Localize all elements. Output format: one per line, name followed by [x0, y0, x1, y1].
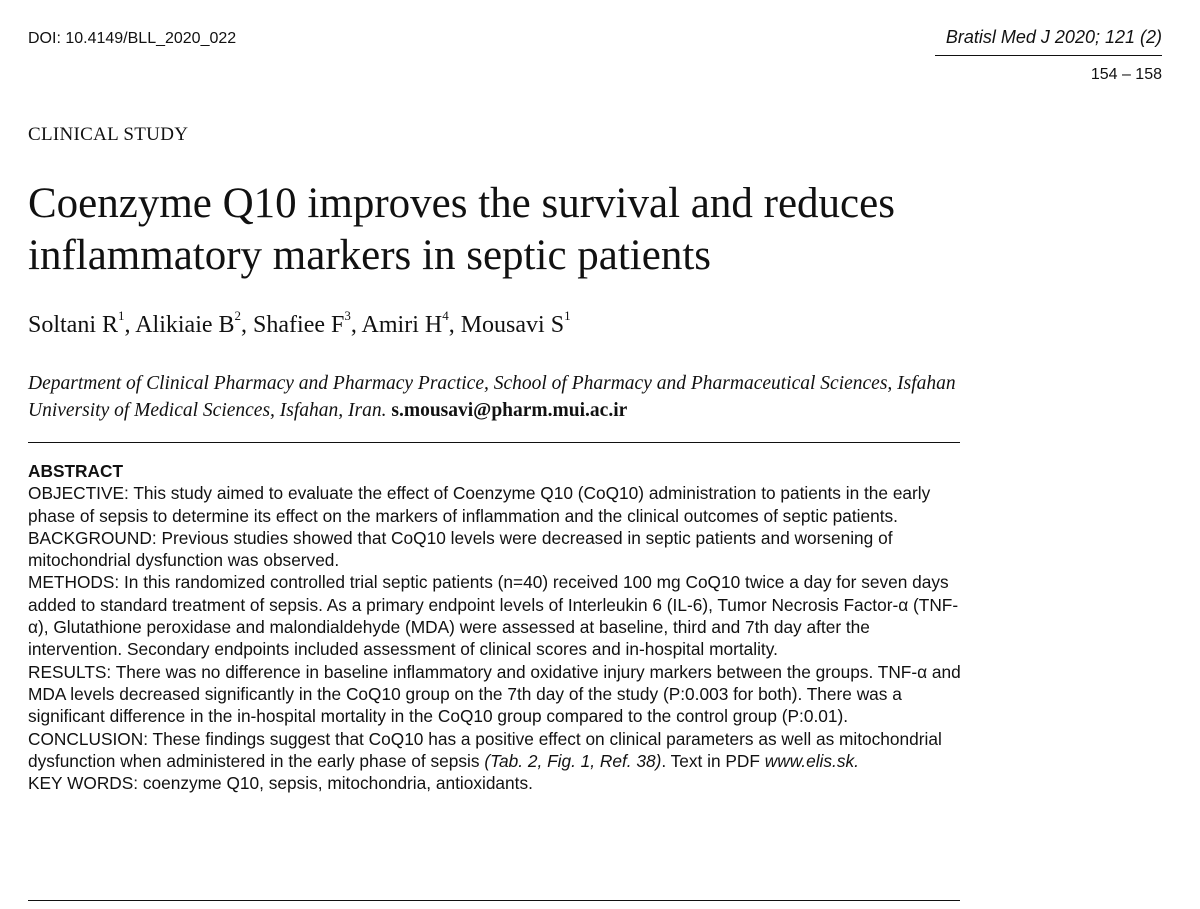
abstract-heading: ABSTRACT: [28, 461, 124, 481]
abstract-conclusion: [28, 728, 968, 773]
article-title: Coenzyme Q10 improves the survival and reduces inflammatory markers in septic patients: [28, 180, 895, 279]
author-affiliation-mark: 1: [118, 308, 125, 323]
author-affiliation-mark: 4: [442, 308, 449, 323]
author-name: Amiri H: [361, 312, 443, 338]
abstract-top-rule: [28, 442, 960, 443]
abstract-methods: METHODS: In this randomized controlled trial septic patients (n=40) received 100 mg CoQ10 twice a day for seven days added to standard treatment of sepsis. As a primary endpoint levels of Interleukin 6 (IL-6), Tumor Necrosis Factor-α (TNF-α), Glutathione peroxidase and malondialdehyde (MDA) were assessed at baseline, third and 7th day after the intervention. Secondary endpoints included assessment of clinical scores and in-hospital mortality.: [28, 572, 959, 660]
journal-citation: Bratisl Med J 2020; 121 (2): [945, 27, 1162, 47]
author-name: Alikiaie B: [135, 312, 235, 338]
affiliation-text: Department of Clinical Pharmacy and Pharmacy Practice, School of Pharmacy and Pharmaceutical Sciences, Isfahan University of Medical Sciences, Isfahan, Iran.: [28, 373, 956, 421]
abstract: [28, 460, 968, 794]
contact-email[interactable]: s.mousavi@pharm.mui.ac.ir: [391, 400, 628, 421]
abstract-results: RESULTS: There was no difference in baseline inflammatory and oxidative injury markers between the groups. TNF-α and MDA levels decreased significantly in the CoQ10 group on the 7th day of the study (P:0.003 for both). There was a significant difference in the in-hospital mortality in the CoQ10 group compared to the control group (P:0.01).: [28, 661, 961, 727]
abstract-keywords: KEY WORDS: coenzyme Q10, sepsis, mitochondria, antioxidants.: [28, 773, 533, 794]
author-affiliation-mark: 3: [344, 308, 351, 323]
author-affiliation-mark: 2: [234, 308, 242, 323]
author-name: Shafiee F: [253, 312, 345, 338]
conclusion-reference-counts: (Tab. 2, Fig. 1, Ref. 38): [484, 750, 662, 771]
affiliation: [28, 370, 968, 424]
abstract-background: BACKGROUND: Previous studies showed that CoQ10 levels were decreased in septic patients and worsening of mitochondrial dysfunction was observed.: [28, 527, 893, 571]
author-list: Soltani $R^1$, Alikiaie $B^2$, Shafiee $F^3$, Amiri $H^4$, Mousavi $S^1$: [28, 308, 571, 338]
author-name: Soltani R: [28, 312, 119, 338]
section-label: CLINICAL STUDY: [28, 124, 189, 145]
conclusion-text: CONCLUSION: These findings suggest that CoQ10 has a positive effect on clinical parameters as well as mitochondrial dysfunction when administered in the early phase of sepsis: [28, 728, 942, 771]
abstract-bottom-rule: [28, 900, 960, 901]
page-range: 154 – 158: [1090, 66, 1162, 83]
conclusion-text-in: . Text in PDF: [661, 750, 760, 771]
author-name: Mousavi S: [460, 312, 565, 338]
journal-website-link[interactable]: www.elis.sk.: [764, 750, 859, 771]
author-affiliation-mark: 1: [564, 308, 571, 323]
abstract-objective: OBJECTIVE: This study aimed to evaluate the effect of Coenzyme Q10 (CoQ10) administration to patients in the early phase of sepsis to determine its effect on the markers of inflammation and the clinical outcomes of septic patients.: [28, 483, 931, 526]
journal-rule: [935, 55, 1162, 56]
doi: DOI: 10.4149/BLL_2020_022: [28, 30, 237, 47]
